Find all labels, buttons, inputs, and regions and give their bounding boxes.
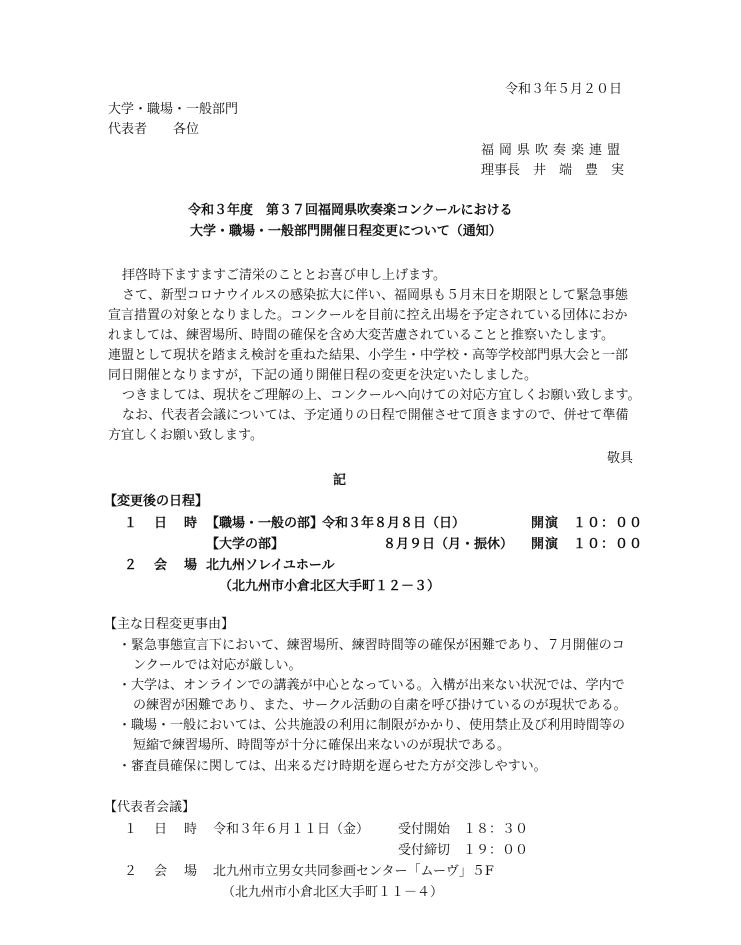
reason-2-line-1: ・大学は、オンラインでの講義が中心となっている。入構が出来ない状況では、学内で bbox=[118, 678, 625, 693]
body-paragraph-2-line-1: さて、新型コロナウイルスの感染拡大に伴い、福岡県も５月末日を期限として緊急事態 bbox=[122, 288, 628, 303]
schedule-venue-label: ２ 会 場 bbox=[124, 558, 200, 573]
sender-name: 理事長 井 端 豊 実 bbox=[481, 163, 625, 178]
reason-1-line-2: ンクールでは対応が厳しい。 bbox=[133, 658, 302, 673]
title-line-2: 大学・職場・一般部門開催日程変更について（通知） bbox=[190, 224, 502, 239]
meeting-reception-end: 受付締切 １９：００ bbox=[398, 843, 529, 858]
meeting-venue: 北九州市立男女共同参画センター「ムーヴ」５F bbox=[213, 864, 494, 879]
body-paragraph-3-line-2: 同日開催となりますが，下記の通り開催日程の変更を決定いたしました。 bbox=[108, 368, 538, 383]
reason-4: ・審査員確保に関しては、出来るだけ時期を遅らせた方が交渉しやすい。 bbox=[118, 759, 547, 774]
reasons-heading: 【主な日程変更事由】 bbox=[104, 617, 235, 632]
schedule-time-workplace: 開演 １０：００ bbox=[531, 516, 644, 531]
schedule-venue: 北九州ソレイユホール bbox=[206, 558, 335, 573]
reason-2-line-2: の練習が困難であり、また、サークル活動の自粛を呼び掛けているのが現状である。 bbox=[133, 698, 627, 713]
closing-keigu: 敬具 bbox=[607, 451, 634, 466]
body-paragraph-2-line-2: 宣言措置の対象となりました。コンクールを目前に控え出場を予定されている団体におか bbox=[108, 308, 628, 323]
meeting-heading: 【代表者会議】 bbox=[104, 800, 196, 815]
sender-organization: 福岡県吹奏楽連盟 bbox=[481, 143, 626, 158]
reason-3-line-1: ・職場・一般においては、公共施設の利用に制限がかかり、使用禁止及び利用時間等の bbox=[118, 718, 626, 733]
meeting-reception-start: 受付開始 １８：３０ bbox=[398, 822, 529, 837]
meeting-datetime-label: １ 日 時 bbox=[124, 822, 200, 837]
body-paragraph-4: つきましては、現状をご理解の上、コンクールへ向けての対応方宜しくお願い致します。 bbox=[122, 388, 641, 403]
meeting-venue-label: ２ 会 場 bbox=[124, 864, 200, 879]
title-line-1: 令和３年度 第３７回福岡県吹奏楽コンクールにおける bbox=[188, 203, 513, 218]
recipient-representatives: 代表者 各位 bbox=[108, 122, 200, 137]
reason-3-line-2: 短縮で練習場所、時間等が十分に確保出来ないのが現状である。 bbox=[133, 738, 511, 753]
body-paragraph-2-line-3: れましては、練習場所、時間の確保を含め大変苦慮されていることと推察いたします。 bbox=[108, 328, 614, 343]
meeting-venue-address: （北九州市小倉北区大手町１１－４） bbox=[222, 885, 444, 900]
body-paragraph-5-line-1: なお、代表者会議については、予定通りの日程で開催させて頂きますので、併せて準備 bbox=[122, 408, 629, 423]
body-paragraph-5-line-2: 方宜しくお願い致します。 bbox=[108, 428, 263, 443]
schedule-heading: 【変更後の日程】 bbox=[104, 494, 209, 509]
ki-marker: 記 bbox=[333, 473, 347, 488]
reason-1-line-1: ・緊急事態宣言下において、練習場所、練習時間等の確保が困難であり、７月開催のコ bbox=[118, 638, 625, 653]
schedule-time-university: 開演 １０：００ bbox=[531, 537, 644, 552]
schedule-category-workplace: 【職場・一般の部】 bbox=[206, 516, 324, 531]
recipient-department: 大学・職場・一般部門 bbox=[108, 102, 239, 117]
schedule-venue-address: （北九州市小倉北区大手町１２－３） bbox=[219, 579, 441, 594]
schedule-date-workplace: 令和３年８月８日（日） bbox=[322, 516, 466, 531]
meeting-date: 令和３年６月１１日（金） bbox=[213, 822, 370, 837]
body-paragraph-3-line-1: 連盟として現状を踏まえ検討を重ねた結果、小学生・中学校・高等学校部門県大会と一部 bbox=[108, 348, 629, 363]
document-date: 令和３年５月２０日 bbox=[505, 82, 623, 97]
schedule-datetime-label: １ 日 時 bbox=[124, 516, 200, 531]
greeting: 拝啓時下ますますご清栄のこととお喜び申し上げます。 bbox=[122, 268, 446, 283]
schedule-category-university: 【大学の部】 bbox=[206, 537, 285, 552]
schedule-date-university: ８月９日（月・振休） bbox=[383, 537, 514, 552]
